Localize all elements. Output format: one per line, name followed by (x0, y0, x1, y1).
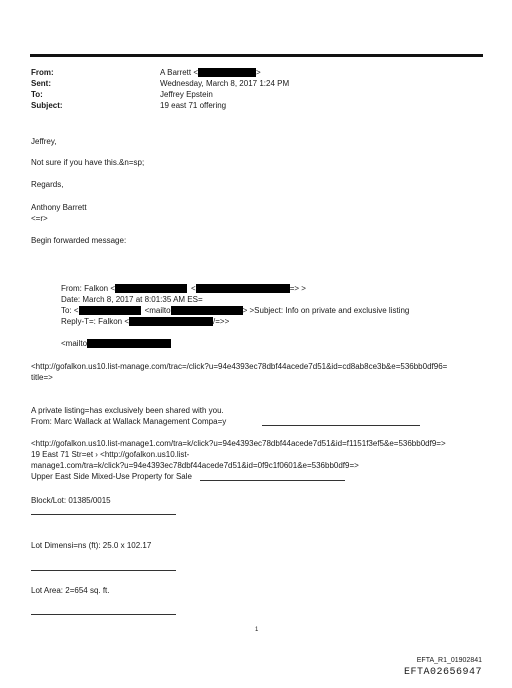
efta-id-2: EFTA02656947 (403, 667, 482, 678)
body-line: Not sure if you have this.&n=sp; (31, 158, 145, 167)
redaction-block (79, 306, 141, 315)
forward-to-suffix: > >Subject: Info on private and exclusive listing (242, 306, 410, 315)
property-title: Upper East Side Mixed-Use Property for Sale (31, 472, 192, 481)
forward-mailto-label: <mailto (61, 339, 88, 348)
forward-reply-suffix: /=>> (213, 317, 230, 326)
listing-from: From: Marc Wallack at Wallack Management Compa=y (31, 417, 227, 426)
redaction-block (115, 284, 187, 293)
listing-url[interactable]: <http://gofalkon.us10.list-manage1.com/tra=k/click?u=94e4393ec78dbf44acede7d51&id=f1151f3ef5&e=536bb0df9=> (31, 439, 446, 448)
blank-line (262, 425, 420, 426)
lot-area: Lot Area: 2=654 sq. ft. (31, 586, 110, 595)
divider-line (31, 514, 176, 515)
blank-line (200, 480, 345, 481)
tracking-url[interactable]: <http://gofalkon.us10.list-manage.com/trac=/click?u=94e4393ec78dbf44acede7d51&id=cd8ab8ce3b&e=536bb0df96= (31, 362, 448, 371)
sent-value: Wednesday, March 8, 2017 1:24 PM (160, 79, 290, 88)
forward-from-prefix: From: Falkon < (61, 284, 116, 293)
forwarded-label: Begin forwarded message: (31, 236, 127, 245)
listing-address-url[interactable]: 19 East 71 Str=et › <http://gofalkon.us10.list- (31, 450, 190, 459)
divider-line (31, 570, 176, 571)
forward-from-suffix: => > (289, 284, 306, 293)
header-rule (30, 54, 483, 57)
sent-label: Sent: (31, 79, 51, 88)
block-lot: Block/Lot: 01385/0015 (31, 496, 111, 505)
listing-url-cont[interactable]: manage1.com/tra=k/click?u=94e4393ec78dbf44acede7d51&id=0f9c1f0601&e=536bb0df9=> (31, 461, 359, 470)
to-label: To: (31, 90, 43, 99)
forward-reply-to (61, 317, 229, 327)
tracking-url-title: title=> (31, 373, 53, 382)
page-number: 1 (255, 627, 259, 633)
divider-line (31, 614, 176, 615)
greeting: Jeffrey, (31, 137, 57, 146)
from-name: A Barrett < (160, 68, 199, 77)
to-value: Jeffrey Epstein (160, 90, 213, 99)
redaction-block (129, 317, 213, 326)
from-label: From: (31, 68, 54, 77)
signature-code: <=r> (31, 214, 48, 223)
listing-intro: A private listing=has exclusively been shared with you. (31, 406, 224, 415)
redaction-block (198, 68, 256, 77)
redaction-block (196, 284, 290, 293)
lot-dimensions: Lot Dimensi=ns (ft): 25.0 x 102.17 (31, 541, 152, 550)
forward-reply-prefix: Reply-T=: Falkon < (61, 317, 130, 326)
regards: Regards, (31, 180, 64, 189)
forward-mailto (61, 339, 171, 349)
forward-to-prefix: To: < (61, 306, 79, 315)
forward-to-mailto: <mailto (144, 306, 171, 315)
from-suffix: > (256, 68, 261, 77)
from-value (160, 68, 261, 78)
forward-from-mid: < (191, 284, 196, 293)
subject-label: Subject: (31, 101, 63, 110)
efta-id-1: EFTA_R1_01902841 (416, 657, 482, 664)
signature-name: Anthony Barrett (31, 203, 87, 212)
forward-to (61, 306, 409, 316)
redaction-block (87, 339, 171, 348)
forward-from (61, 284, 306, 294)
redaction-block (171, 306, 243, 315)
forward-date: Date: March 8, 2017 at 8:01:35 AM ES= (61, 295, 203, 304)
subject-value: 19 east 71 offering (160, 101, 227, 110)
